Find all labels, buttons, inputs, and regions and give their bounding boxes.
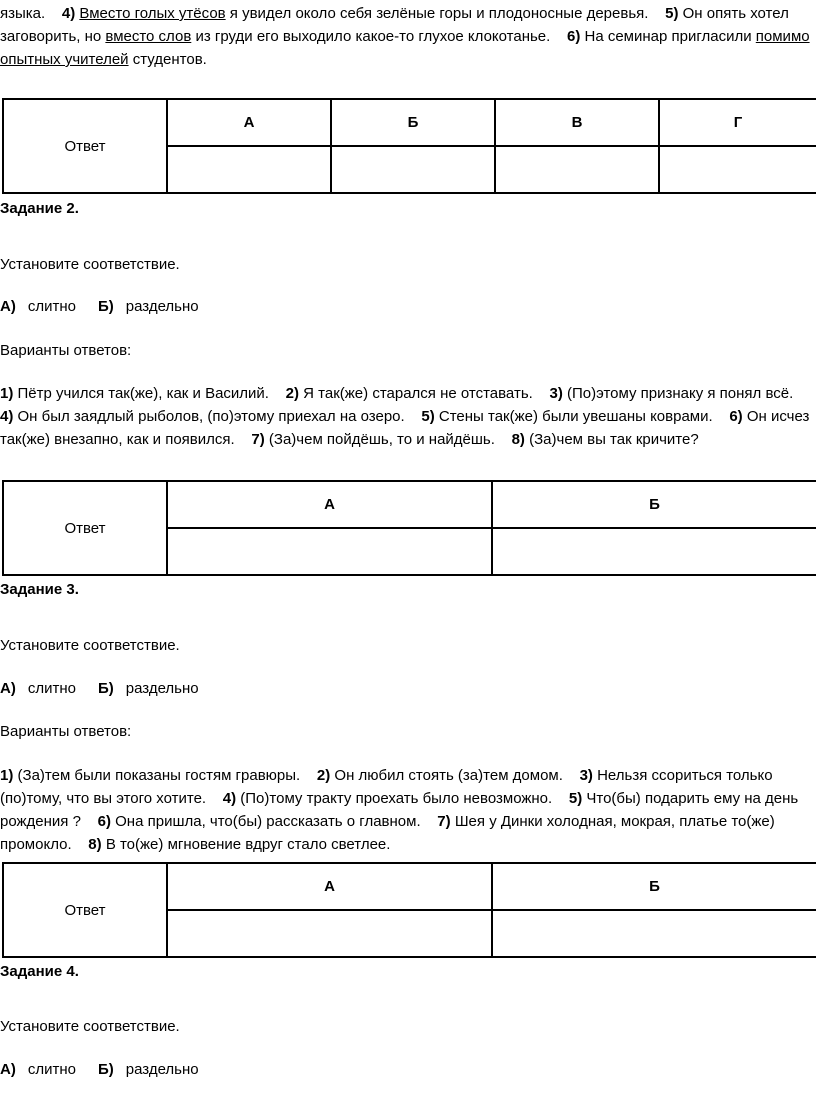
item-number: 1) — [0, 385, 14, 402]
text-fragment: я увидел около себя зелёные горы и плодоносные деревья. — [229, 5, 649, 22]
text-fragment: На семинар пригласили — [584, 28, 752, 45]
option-a-letter: А) — [0, 680, 16, 697]
task1-text — [0, 2, 816, 71]
underlined-phrase: вместо слов — [105, 28, 192, 45]
item-number: 2) — [316, 767, 331, 784]
item-number: 4) — [61, 5, 76, 22]
answer-cell-b[interactable] — [492, 528, 816, 575]
task4-options — [0, 1060, 211, 1080]
answer-header-b: Б — [492, 481, 816, 528]
item-text: (За)чем пойдёшь, то и найдёшь. — [268, 431, 495, 448]
answer-cell-a[interactable] — [167, 528, 492, 575]
item-text: В то(же) мгновение вдруг стало светлее. — [105, 836, 391, 853]
answer-header-a: А — [167, 99, 331, 146]
answer-cell-v[interactable] — [495, 146, 659, 193]
task2-options — [0, 297, 211, 317]
answer-cell-a[interactable] — [167, 910, 492, 957]
task3-answer-table — [2, 862, 816, 958]
item-text: Стены так(же) были увешаны коврами. — [438, 408, 713, 425]
option-a-text: слитно — [27, 1061, 76, 1078]
option-b-letter: Б) — [97, 1061, 114, 1078]
item-number: 3) — [549, 385, 563, 402]
task4-title: Задание 4. — [0, 963, 79, 980]
answer-header-b: Б — [492, 863, 816, 910]
item-text: Он был заядлый рыболов, (по)этому приехал на озеро. — [17, 408, 405, 425]
option-a-letter: А) — [0, 1061, 16, 1078]
answer-label: Ответ — [3, 99, 167, 193]
item-number: 2) — [285, 385, 299, 402]
task3-instruction: Установите соответствие. — [0, 637, 180, 654]
task3-variants-label: Варианты ответов: — [0, 723, 132, 740]
item-number: 3) — [579, 767, 593, 784]
item-number: 4) — [0, 408, 14, 425]
item-number: 8) — [88, 836, 102, 853]
task2-title: Задание 2. — [0, 200, 79, 217]
answer-header-a: А — [167, 481, 492, 528]
item-text: Что(бы) подарить ему на день рождения ? — [0, 790, 799, 830]
option-a-letter: А) — [0, 298, 16, 315]
item-text: (За)чем вы так кричите? — [529, 431, 699, 448]
option-b-letter: Б) — [97, 680, 114, 697]
answer-label: Ответ — [3, 863, 167, 957]
answer-label: Ответ — [3, 481, 167, 575]
task2-answer-table — [2, 480, 816, 576]
option-a-text: слитно — [27, 680, 76, 697]
answer-header-a: А — [167, 863, 492, 910]
option-a-text: слитно — [27, 298, 76, 315]
answer-cell-b[interactable] — [331, 146, 495, 193]
answer-cell-a[interactable] — [167, 146, 331, 193]
item-number: 6) — [97, 813, 111, 830]
item-number: 1) — [0, 767, 14, 784]
item-number: 6) — [729, 408, 743, 425]
answer-cell-b[interactable] — [492, 910, 816, 957]
task2-variants-label: Варианты ответов: — [0, 342, 132, 359]
text-fragment: студентов. — [132, 51, 207, 68]
item-number: 4) — [222, 790, 237, 807]
task3-items-paragraph — [0, 764, 816, 856]
item-number: 7) — [251, 431, 265, 448]
task3-title: Задание 3. — [0, 581, 79, 598]
underlined-phrase: Вместо голых утёсов — [79, 5, 226, 22]
item-number: 5) — [568, 790, 583, 807]
task1-answer-table — [2, 98, 816, 194]
option-b-text: раздельно — [125, 1061, 199, 1078]
task3-options — [0, 679, 211, 699]
item-text: Он любил стоять (за)тем домом. — [334, 767, 563, 784]
item-number: 6) — [566, 28, 581, 45]
answer-header-v: В — [495, 99, 659, 146]
text-fragment: из груди его выходило какое-то глухое клокотанье. — [195, 28, 551, 45]
task2-items-paragraph — [0, 382, 816, 451]
task1-paragraph — [0, 2, 816, 71]
task3-items — [0, 764, 816, 856]
answer-cell-g[interactable] — [659, 146, 816, 193]
item-text: (По)тому тракту проехать было невозможно. — [240, 790, 553, 807]
item-text: Пётр учился так(же), как и Василий. — [17, 385, 269, 402]
answer-header-g: Г — [659, 99, 816, 146]
option-b-text: раздельно — [125, 680, 199, 697]
task2-instruction: Установите соответствие. — [0, 256, 180, 273]
option-b-text: раздельно — [125, 298, 199, 315]
item-text: Она пришла, что(бы) рассказать о главном. — [115, 813, 421, 830]
text-fragment: Он опять хотел заговорить, но — [0, 5, 789, 45]
item-text: (По)этому признаку я понял всё. — [567, 385, 794, 402]
item-text: Шея у Динки холодная, мокрая, платье то(же) промокло. — [0, 813, 775, 853]
task4-instruction: Установите соответствие. — [0, 1018, 180, 1035]
task2-items — [0, 382, 816, 451]
option-b-letter: Б) — [97, 298, 114, 315]
item-number: 5) — [421, 408, 435, 425]
item-text: Он исчез так(же) внезапно, как и появился. — [0, 408, 810, 448]
item-text: Я так(же) старался не отставать. — [303, 385, 533, 402]
underlined-phrase: помимо опытных учителей — [0, 28, 810, 68]
item-number: 5) — [665, 5, 679, 22]
text-fragment: языка. — [0, 5, 46, 22]
item-text: (За)тем были показаны гостям гравюры. — [17, 767, 301, 784]
answer-header-b: Б — [331, 99, 495, 146]
item-number: 7) — [437, 813, 451, 830]
item-text: Нельзя ссориться только (по)тому, что вы этого хотите. — [0, 767, 773, 807]
item-number: 8) — [511, 431, 525, 448]
